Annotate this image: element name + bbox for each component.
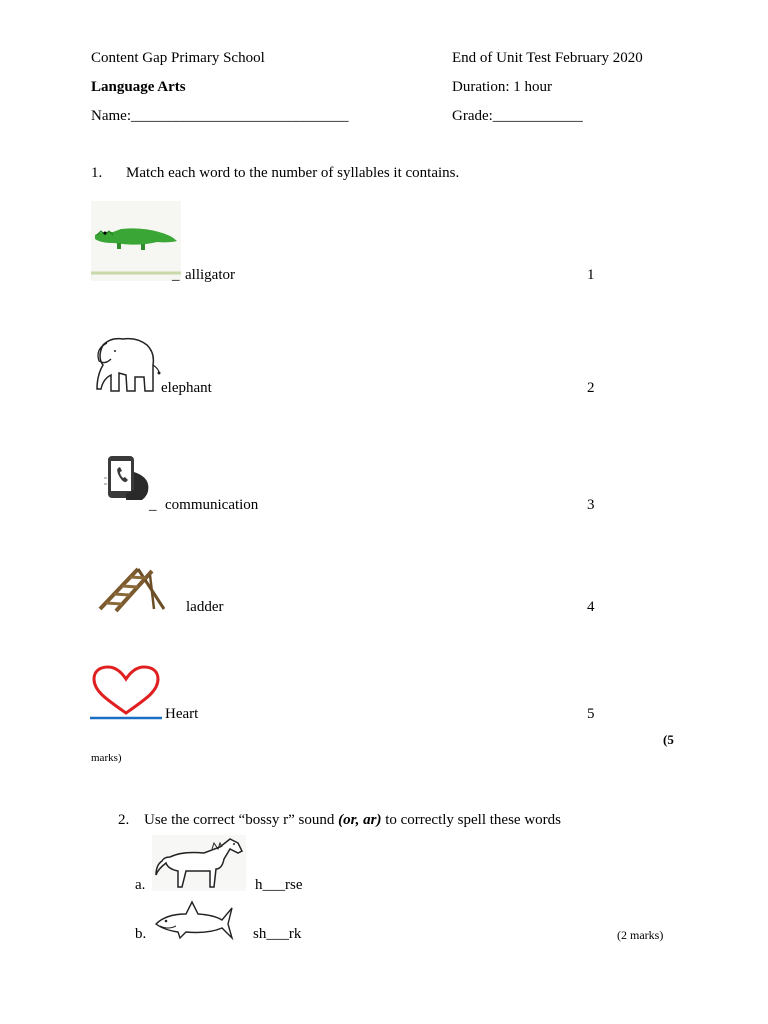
syllable-number-5: 5 [587, 706, 595, 722]
horse-icon [152, 835, 246, 891]
word-communication: communication [165, 497, 259, 513]
test-title: End of Unit Test February 2020 [452, 50, 643, 66]
q1-marks-close: marks) [91, 752, 122, 764]
word-ladder: ladder [186, 599, 224, 615]
word-heart: Heart [165, 706, 199, 722]
heart-icon [90, 665, 162, 721]
duration: Duration: 1 hour [452, 79, 552, 95]
q2-prompt [144, 812, 561, 829]
q1-number: 1. [91, 165, 103, 181]
q2a-label: a. [135, 877, 146, 893]
communication-prefix: _ [149, 497, 157, 513]
grade-field: Grade:____________ [452, 108, 583, 124]
elephant-icon [89, 335, 161, 395]
q1-prompt: Match each word to the number of syllables it contains. [126, 165, 460, 181]
syllable-number-1: 1 [587, 267, 595, 283]
name-field: Name:_____________________________ [91, 108, 349, 124]
syllable-number-2: 2 [587, 380, 595, 396]
subject-title: Language Arts [91, 79, 186, 95]
word-horse: h___rse [255, 877, 303, 893]
word-shark: sh___rk [253, 926, 302, 942]
phone-icon [96, 450, 154, 508]
q2b-label: b. [135, 926, 147, 942]
alligator-icon [91, 201, 181, 281]
alligator-prefix: _ [172, 267, 180, 283]
shark-icon [152, 898, 234, 942]
q2-prompt-emphasis: (or, ar) [338, 812, 382, 828]
q2-prompt-start: Use the correct “bossy r” sound [144, 812, 339, 828]
syllable-number-4: 4 [587, 599, 595, 615]
syllable-number-3: 3 [587, 497, 595, 513]
q2-number: 2. [118, 812, 130, 828]
q2-prompt-end: to correctly spell these words [381, 812, 561, 828]
ladder-icon [94, 565, 168, 613]
q1-marks-open: (5 [663, 732, 674, 747]
word-elephant: elephant [161, 380, 212, 396]
word-alligator: alligator [185, 267, 235, 283]
school-name: Content Gap Primary School [91, 50, 265, 66]
q2-marks: (2 marks) [617, 928, 664, 942]
